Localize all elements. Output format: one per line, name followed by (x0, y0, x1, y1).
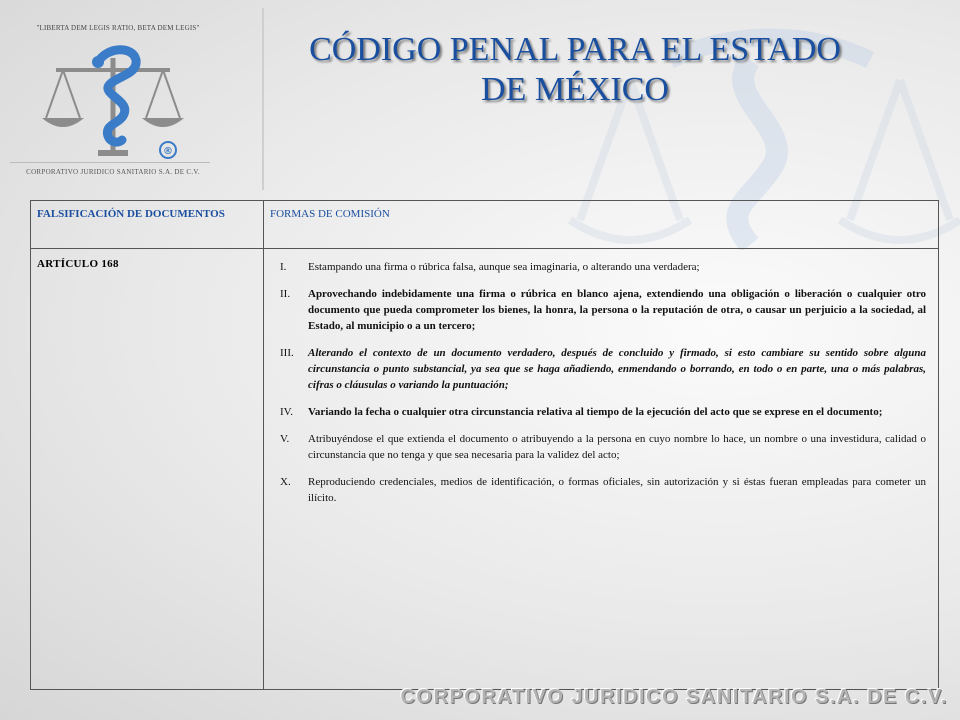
item-text: Alterando el contexto de un documento verdadero, después de concluido y firmado, si esto cambiare su sentido sobre alguna circunstancia o punto substancial, ya sea que se haga añadiendo, enmendando o borrando, en todo o en parte, una o más palabras, cifras o cláusulas o variando la puntuación; (308, 347, 926, 391)
title-line-2: DE MÉXICO (481, 71, 669, 108)
header-divider (262, 8, 264, 190)
item-text: Variando la fecha o cualquier otra circunstancia relativa al tiempo de la ejecución del acto que se exprese en el documento; (308, 406, 883, 418)
items-cell (264, 249, 939, 690)
item-text: Estampando una firma o rúbrica falsa, aunque sea imaginaria, o alterando una verdadera; (308, 261, 700, 273)
scales-caduceus-icon (38, 40, 188, 160)
item-text: Reproduciendo credenciales, medios de identificación, o formas oficiales, sin autorización y si éstas fueran empleadas para cometer un ilícito. (308, 476, 926, 504)
header-cell-forms: FORMAS DE COMISIÓN (264, 201, 939, 249)
registered-mark: ® (163, 146, 173, 157)
logo-motto: "LIBERTA DEM LEGIS RATIO, BETA DEM LEGIS" (36, 24, 200, 32)
content-table (30, 200, 939, 690)
item-number: I. (280, 261, 287, 273)
list-item (280, 286, 926, 334)
list-item (280, 345, 926, 393)
list-item (280, 474, 926, 506)
list-item (280, 431, 926, 463)
logo-company-name: CORPORATIVO JURIDICO SANITARIO S.A. DE C.V. (26, 168, 200, 176)
list-item (280, 259, 926, 275)
item-text: Atribuyéndose el que extienda el documento o atribuyendo a la persona en cuyo nombre lo hace, un nombre o una investidura, calidad o circunstancia que no tenga y que sea necesaria para la validez del acto; (308, 433, 926, 461)
article-cell: ARTÍCULO 168 (31, 249, 264, 690)
item-number: II. (280, 288, 291, 300)
item-number: III. (280, 347, 294, 359)
footer-brand: CORPORATIVO JURIDICO SANITARIO S.A. DE C.V. (400, 686, 948, 708)
list-item (280, 404, 926, 420)
table-row (31, 249, 939, 690)
header-cell-topic: FALSIFICACIÓN DE DOCUMENTOS (31, 201, 264, 249)
company-logo (10, 10, 210, 185)
title-line-1: CÓDIGO PENAL PARA EL ESTADO (309, 31, 841, 68)
table-header-row (31, 201, 939, 249)
logo-divider (10, 162, 210, 163)
item-text: Aprovechando indebidamente una firma o rúbrica en blanco ajena, extendiendo una obligación o liberación o cualquier otro documento que pueda comprometer los bienes, la honra, la persona o la reputación de otra, o causar un perjuicio a la sociedad, al Estado, al municipio o a un tercero; (308, 288, 926, 332)
page-title (270, 30, 880, 110)
item-number: V. (280, 433, 290, 445)
item-number: X. (280, 476, 291, 488)
item-number: IV. (280, 406, 293, 418)
